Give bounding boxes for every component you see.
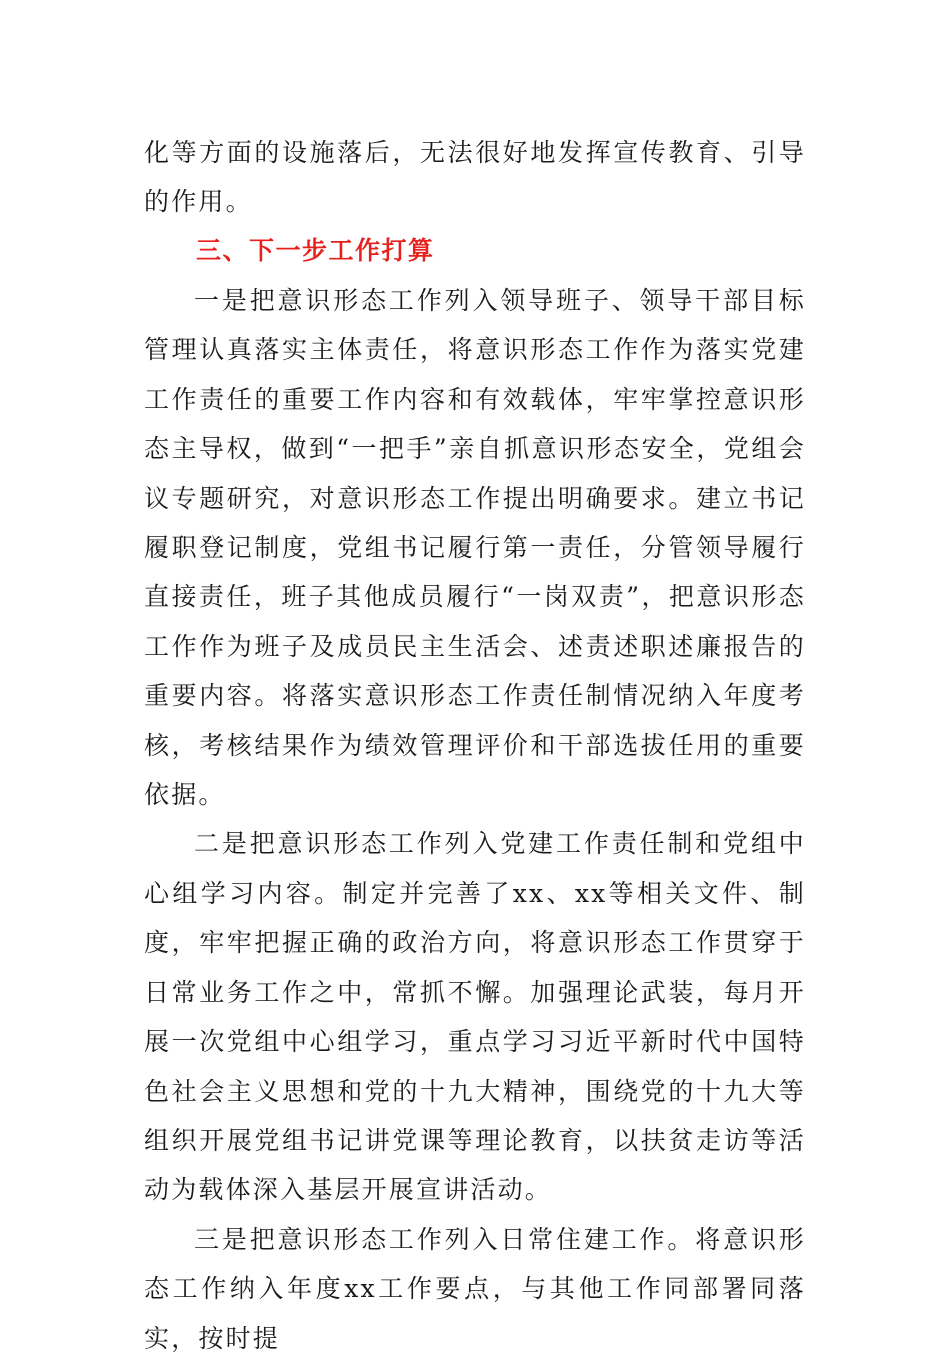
paragraph-1: 一是把意识形态工作列入领导班子、领导干部目标管理认真落实主体责任，将意识形态工作作为落实党建工作责任的重要工作内容和有效载体，牢牢掌控意识形态主导权，做到“一把手”亲自抓意识形态安全，党组会议专题研究，对意识形态工作提出明确要求。建立书记履职登记制度，党组书记履行第一责任，分管领导履行直接责任，班子其他成员履行“一岗双责”，把意识形态工作作为班子及成员民主生活会、述责述职述廉报告的重要内容。将落实意识形态工作责任制情况纳入年度考核，考核结果作为绩效管理评价和干部选拔任用的重要依据。 bbox=[144, 286, 806, 810]
continuation-text: 化等方面的设施落后，无法很好地发挥宣传教育、引导的作用。 bbox=[144, 138, 806, 217]
paragraph-2: 二是把意识形态工作列入党建工作责任制和党组中心组学习内容。制定并完善了xx、xx等相关文件、制度，牢牢把握正确的政治方向，将意识形态工作贯穿于日常业务工作之中，常抓不懈。加强理论武装，每月开展一次党组中心组学习，重点学习习近平新时代中国特色社会主义思想和党的十九大精神，围绕党的十九大等组织开展党组书记讲党课等理论教育，以扶贫走访等活动为载体深入基层开展宣讲活动。 bbox=[144, 829, 806, 1205]
section-heading: 三、下一步工作打算 bbox=[196, 236, 435, 265]
body-paragraphs bbox=[144, 276, 806, 1363]
paragraph-3: 三是把意识形态工作列入日常住建工作。将意识形态工作纳入年度xx工作要点，与其他工作同部署同落实，按时提 bbox=[144, 1224, 806, 1353]
continuation-paragraph bbox=[144, 128, 806, 227]
